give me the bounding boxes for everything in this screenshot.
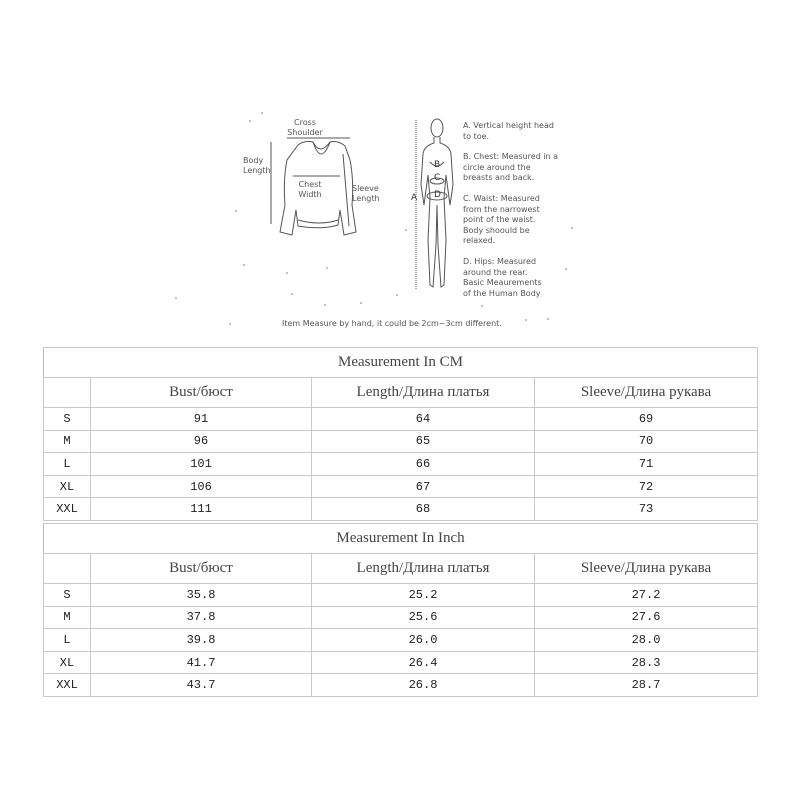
size-cell: XL — [44, 651, 91, 674]
letter-b: B — [434, 160, 441, 170]
size-cell: L — [44, 629, 91, 652]
value-cell: 106 — [91, 475, 312, 498]
table-row — [44, 475, 758, 498]
size-cell: L — [44, 453, 91, 476]
value-cell: 111 — [91, 498, 312, 521]
value-cell: 27.2 — [535, 584, 758, 607]
column-header: Bust/бюст — [91, 554, 312, 584]
note-d: D. Hips: Measured around the rear. Basic Meaurements of the Human Body — [463, 257, 542, 298]
value-cell: 43.7 — [91, 674, 312, 697]
note-a: A. Vertical height head to toe. — [463, 121, 554, 141]
measurement-diagram — [0, 0, 800, 345]
size-cell: XXL — [44, 498, 91, 521]
body-length-label: Body Length — [243, 156, 271, 175]
value-cell: 69 — [535, 408, 758, 431]
value-cell: 26.8 — [312, 674, 535, 697]
table-row — [44, 651, 758, 674]
measure-caption: Item Measure by hand, it could be 2cm~3cm different. — [282, 319, 502, 328]
value-cell: 26.4 — [312, 651, 535, 674]
letter-a: A — [411, 193, 418, 203]
value-cell: 26.0 — [312, 629, 535, 652]
measurement-illustration — [0, 0, 800, 345]
size-cell: M — [44, 430, 91, 453]
value-cell: 73 — [535, 498, 758, 521]
size-header-cell — [44, 554, 91, 584]
cm-size-table — [43, 347, 758, 521]
table-row — [44, 430, 758, 453]
size-header-cell — [44, 378, 91, 408]
value-cell: 37.8 — [91, 606, 312, 629]
value-cell: 68 — [312, 498, 535, 521]
value-cell: 96 — [91, 430, 312, 453]
value-cell: 35.8 — [91, 584, 312, 607]
size-cell: S — [44, 408, 91, 431]
table-row — [44, 674, 758, 697]
inch-size-table — [43, 523, 758, 697]
value-cell: 66 — [312, 453, 535, 476]
table-row — [44, 498, 758, 521]
table-row — [44, 453, 758, 476]
letter-d: D — [434, 190, 441, 200]
column-header: Sleeve/Длина рукава — [535, 378, 758, 408]
value-cell: 101 — [91, 453, 312, 476]
letter-c: C — [434, 173, 441, 183]
value-cell: 65 — [312, 430, 535, 453]
table-title: Measurement In Inch — [44, 524, 758, 554]
table-row — [44, 408, 758, 431]
value-cell: 25.2 — [312, 584, 535, 607]
column-header: Length/Длина платья — [312, 554, 535, 584]
sleeve-length-label: Sleeve Length — [352, 184, 380, 203]
column-header: Sleeve/Длина рукава — [535, 554, 758, 584]
size-cell: XL — [44, 475, 91, 498]
value-cell: 71 — [535, 453, 758, 476]
value-cell: 28.3 — [535, 651, 758, 674]
value-cell: 28.7 — [535, 674, 758, 697]
cross-shoulder-label: Cross Shoulder — [287, 118, 323, 137]
value-cell: 39.8 — [91, 629, 312, 652]
table-row — [44, 629, 758, 652]
body-figure — [421, 119, 453, 287]
value-cell: 70 — [535, 430, 758, 453]
size-cell: XXL — [44, 674, 91, 697]
value-cell: 91 — [91, 408, 312, 431]
value-cell: 27.6 — [535, 606, 758, 629]
table-row — [44, 606, 758, 629]
chest-width-label: Chest Width — [298, 180, 322, 199]
size-cell: M — [44, 606, 91, 629]
value-cell: 72 — [535, 475, 758, 498]
note-c: C. Waist: Measured from the narrowest point of the waist. Body shoould be relaxed. — [463, 194, 540, 245]
table-row — [44, 584, 758, 607]
note-b: B. Chest: Measured in a circle around the breasts and back. — [463, 152, 559, 182]
column-header: Length/Длина платья — [312, 378, 535, 408]
value-cell: 64 — [312, 408, 535, 431]
size-cell: S — [44, 584, 91, 607]
value-cell: 28.0 — [535, 629, 758, 652]
value-cell: 41.7 — [91, 651, 312, 674]
value-cell: 25.6 — [312, 606, 535, 629]
value-cell: 67 — [312, 475, 535, 498]
table-title: Measurement In CM — [44, 348, 758, 378]
column-header: Bust/бюст — [91, 378, 312, 408]
